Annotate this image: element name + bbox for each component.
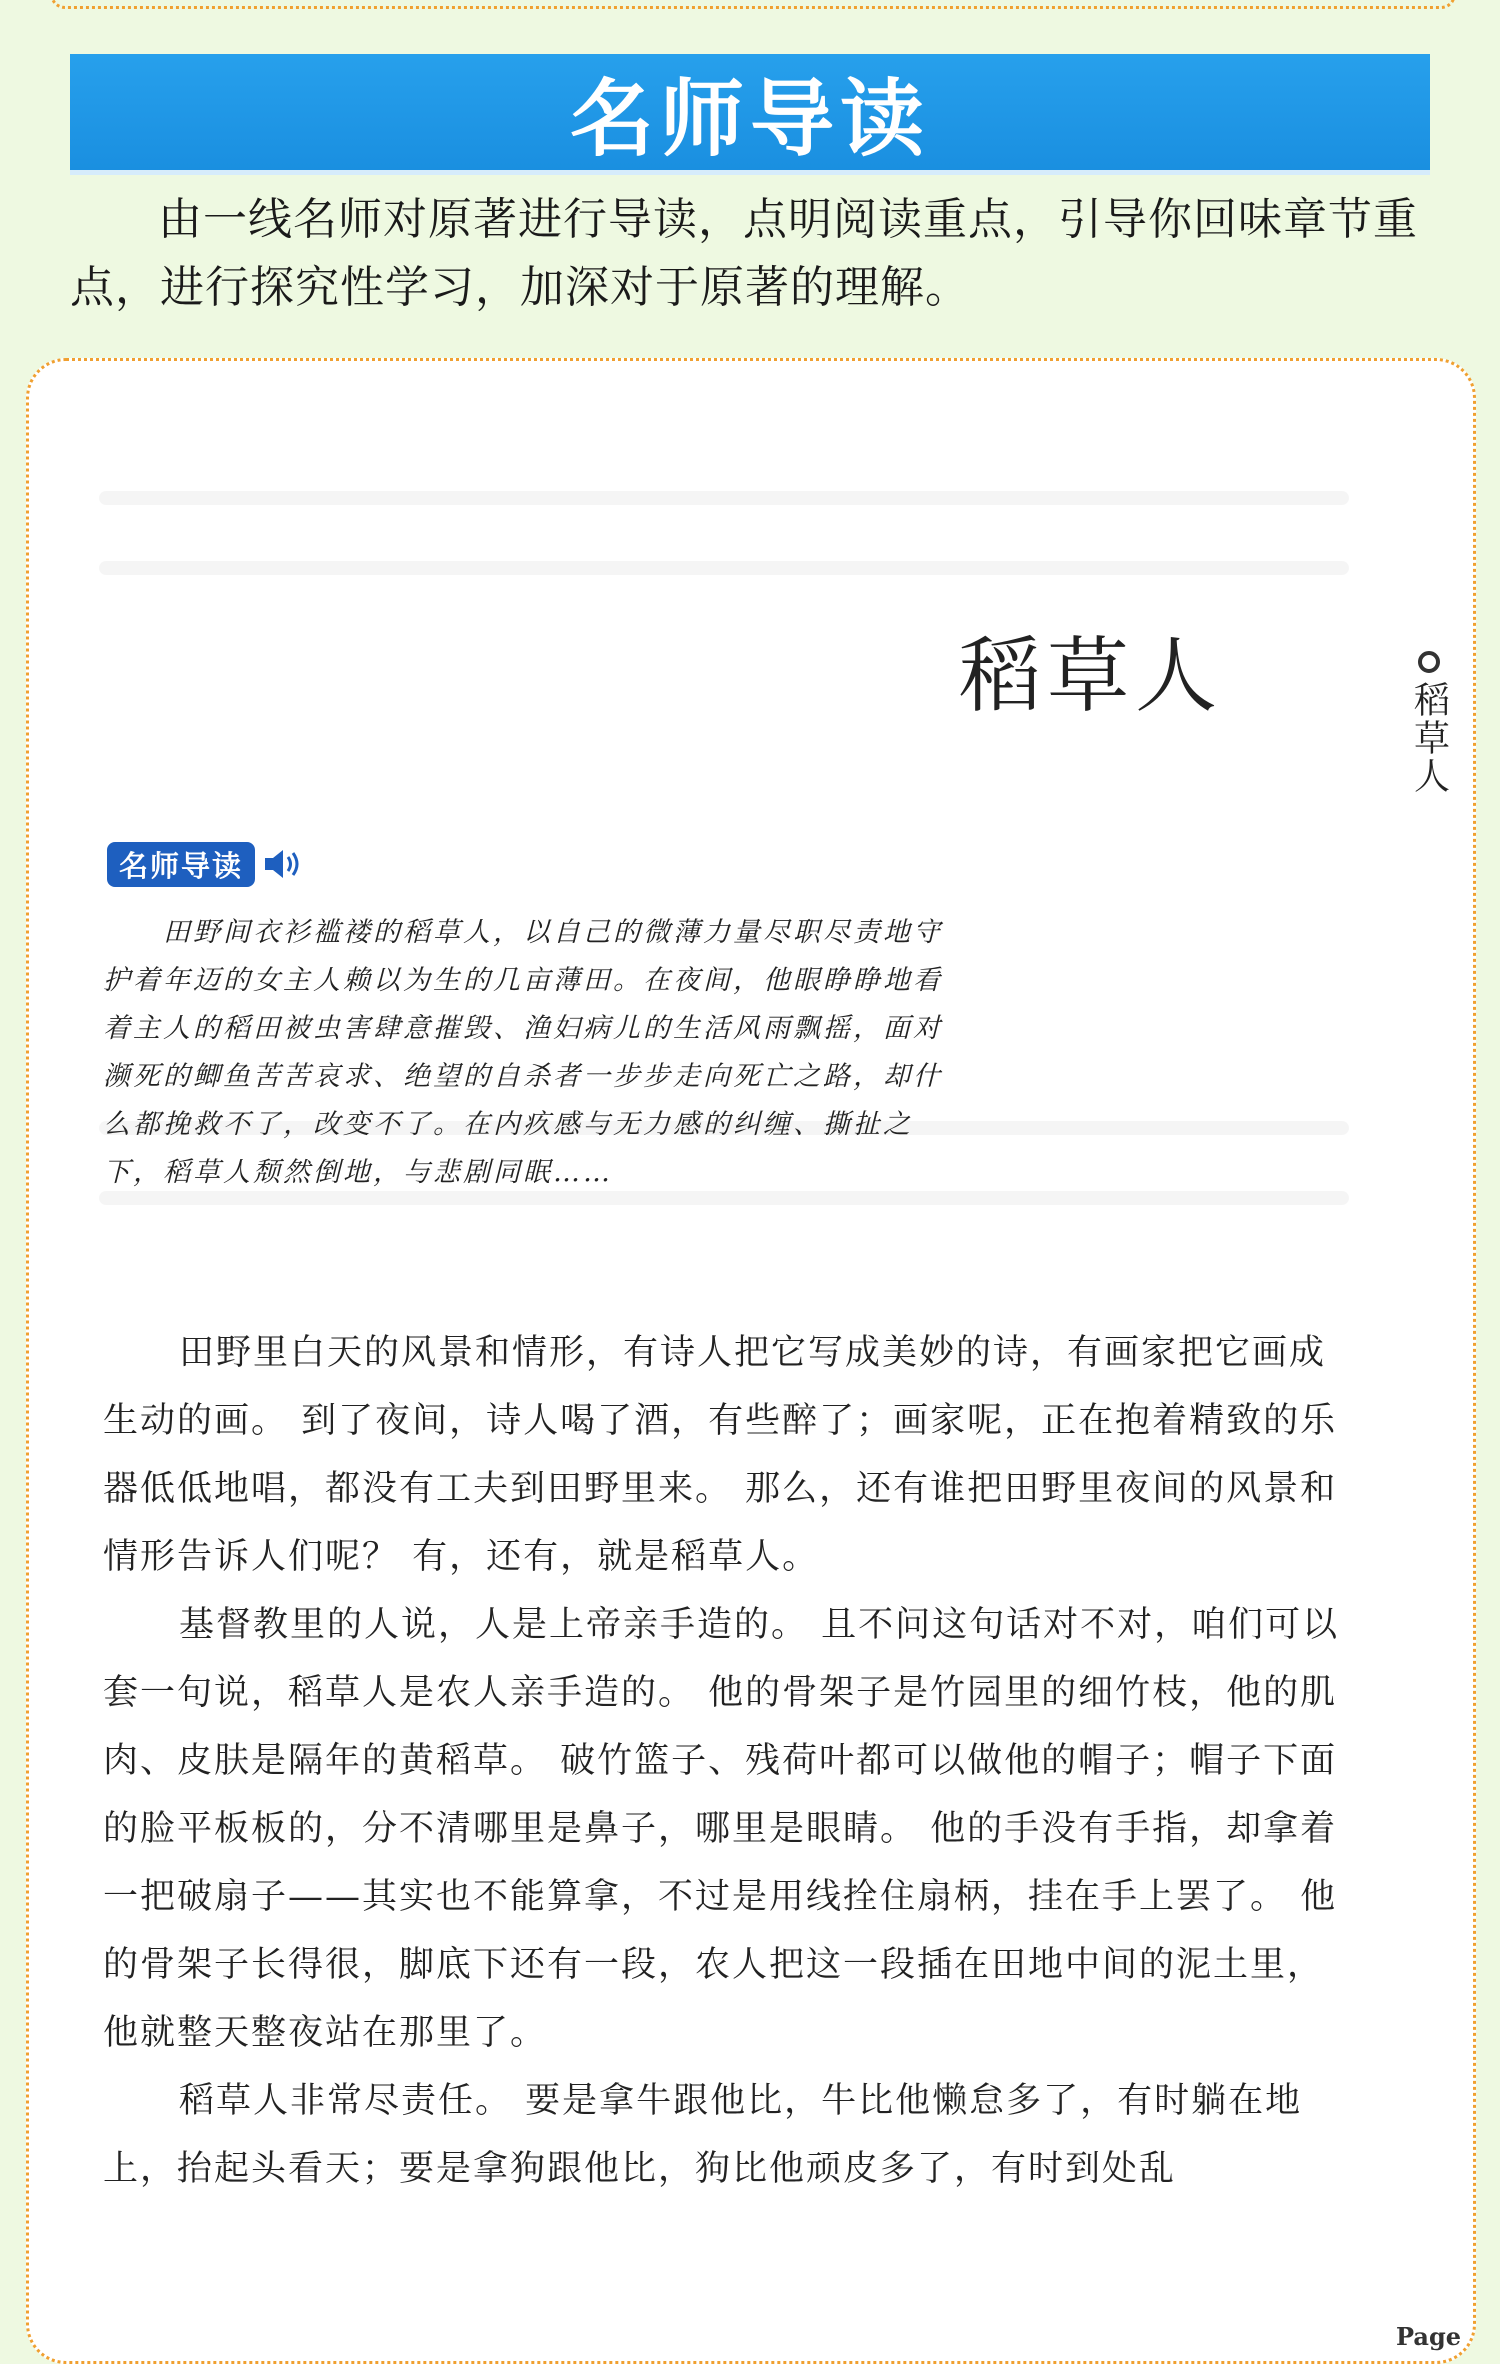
paragraph: 基督教里的人说，人是上帝亲手造的。 且不问这句话对不对，咱们可以套一句说，稻草人是农人亲手造的。 他的骨架子是竹园里的细竹枝，他的肌肉、皮肤是隔年的黄稻草。 破竹篮子、残荷叶都可以做他的帽子；帽子下面的脸平板板的，分不清哪里是鼻子，哪里是眼睛。 他的手没有手指，却拿着一把破扇子——其实也不能算拿，不过是用线拴住扇柄，挂在手上罢了。 他的骨架子长得很，脚底下还有一段，农人把这一段插在田地中间的泥土里，他就整天整夜站在那里了。 [103,1605,1340,2053]
side-marker-text: 稻草人 [1408,681,1450,795]
header-banner [70,54,1430,175]
guide-summary: 田野间衣衫褴褛的稻草人，以自己的微薄力量尽职尽责地守护着年迈的女主人赖以为生的几亩薄田。在夜间，他眼睁睁地看着主人的稻田被虫害肆意摧毁、渔妇病儿的生活风雨飘摇，面对濒死的鲫鱼苦苦哀求、绝望的自杀者一步步走向死亡之路，却什么都挽救不了，改变不了。在内疚感与无力感的纠缠、撕扯之下，稻草人颓然倒地，与悲剧同眠…… [103,917,943,1188]
bleed-through-line [99,491,1349,505]
banner-title: 名师导读 [569,69,930,168]
paragraph: 稻草人非常尽责任。 要是拿牛跟他比，牛比他懒怠多了，有时躺在地上，抬起头看天；要是拿狗跟他比，狗比他顽皮多了，有时到处乱 [103,2081,1303,2189]
guide-badge-label: 名师导读 [107,842,255,887]
speaker-icon [263,846,307,882]
chapter-title: 稻草人 [959,629,1224,724]
paragraph: 田野里白天的风景和情形，有诗人把它写成美妙的诗，有画家把它画成生动的画。 到了夜间，诗人喝了酒，有些醉了；画家呢，正在抱着精致的乐器低低地唱，都没有工夫到田野里来。 那么，还有谁把田野里夜间的风景和情形告诉人们呢？ 有，还有，就是稻草人。 [103,1333,1338,1577]
page-label: Page [1395,2322,1461,2351]
circle-bullet-icon [1418,651,1440,673]
bleed-through-line [99,561,1349,575]
guide-badge [107,841,307,887]
book-page [26,358,1476,2364]
intro-text: 由一线名师对原著进行导读，点明阅读重点，引导你回味章节重点，进行探究性学习，加深对于原著的理解。 [70,194,1418,313]
story-body [103,1319,1351,2203]
top-dotted-border [50,0,1456,9]
side-chapter-marker [1399,651,1459,795]
